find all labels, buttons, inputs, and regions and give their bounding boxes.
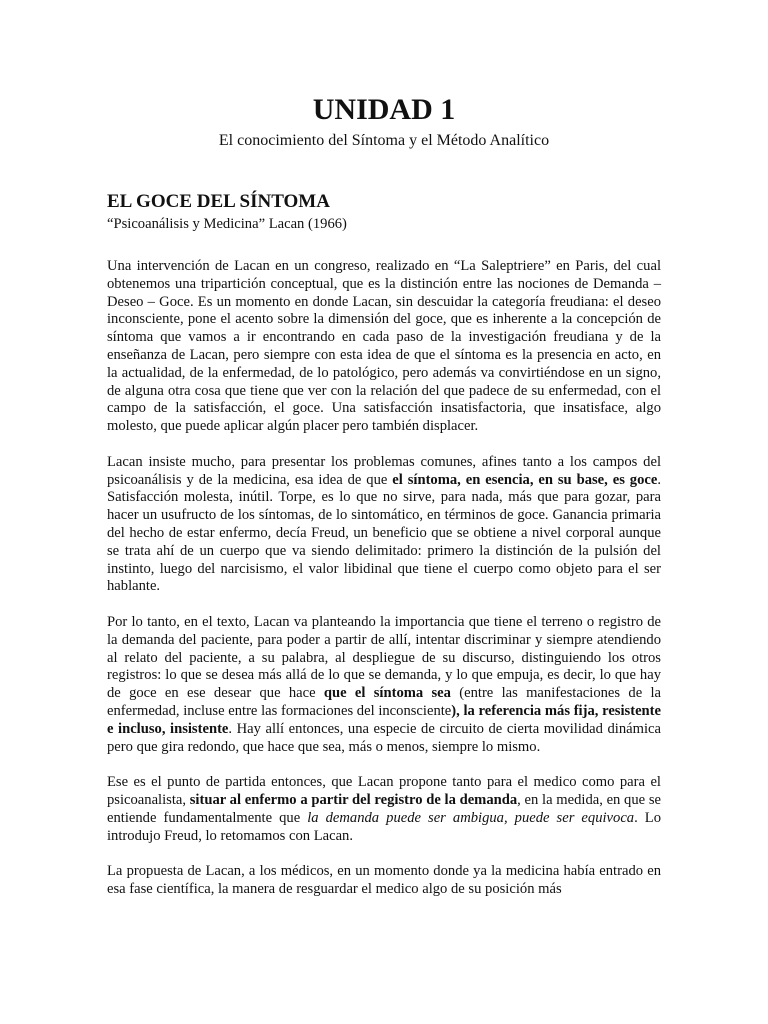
- paragraph-1: [107, 258, 661, 436]
- unit-title: UNIDAD 1: [312, 93, 456, 126]
- paragraph-3-text-a: Por lo tanto, en el texto, Lacan va planteando la importancia que tiene el terreno o registro de la demanda del paciente, para poder a partir de allí, intentar discriminar y siempre atendiendo al relato del paciente, a su palabra, al despliegue de su discurso, distinguiendo los otros registros: lo que se desea más allá de lo que se demanda, y lo que empuja, es decir, lo que hay de goce en ese desear que hace: [107, 613, 661, 702]
- paragraph-4-italic: la demanda puede ser ambigua, puede ser equivoca: [307, 809, 635, 826]
- paragraph-4-text-e: . Lo introdujo Freud, lo retomamos con Lacan.: [107, 809, 662, 844]
- paragraph-5: [107, 863, 661, 899]
- section-source: “Psicoanálisis y Medicina” Lacan (1966): [107, 216, 347, 232]
- paragraph-3-text-e: . Hay allí entonces, una especie de circuito de cierta movilidad dinámica pero que gira redondo, que hace que sea, más o menos, siempre lo mismo.: [107, 720, 661, 755]
- paragraph-3-text-c: (entre las manifestaciones de la enfermedad, incluse entre las formaciones del inconsciente: [107, 685, 661, 719]
- section-title: EL GOCE DEL SÍNTOMA: [107, 191, 330, 212]
- paragraph-5-text: La propuesta de Lacan, a los médicos, en un momento donde ya la medicina había entrado en esa fase científica, la manera de resguardar el medico algo de su posición más: [107, 863, 661, 897]
- paragraph-1-text: Una intervención de Lacan en un congreso, realizado en “La Saleptriere” en Paris, del cual obtenemos una tripartición conceptual, que es la distinción entre las nociones de Demanda – Deseo – Goce. Es un momento en donde Lacan, sin descuidar la categoría freudiana: el deseo inconsciente, pone el acento sobre la dimensión del goce, que es inherente a la concepción de síntoma que vamos a ir encontrando en cada paso de la investigación freudiana y de la enseñanza de Lacan, pero siempre con esta idea de que el síntoma es la presencia en acto, en la actualidad, de la enfermedad, de lo patológico, pero además va convirtiéndose en un signo, de alguna otra cosa que tiene que ver con la relación del que padece de su enfermedad, con el campo de la satisfacción, el goce. Una satisfacción insatisfactoria, que insatisface, algo molesto, que puede aplicar algún placer pero también displacer.: [107, 258, 661, 435]
- paragraph-4-text-c: , en la medida, en que se entiende fundamentalmente que: [107, 791, 661, 826]
- paragraph-3-bold-2: ), la referencia más fija, resistente e incluso, insistente: [107, 702, 662, 737]
- paragraph-4-text-a: Ese es el punto de partida entonces, que Lacan propone tanto para el medico como para el psicoanalista,: [107, 774, 661, 808]
- paragraph-2-text-a: Lacan insiste mucho, para presentar los problemas comunes, afines tanto a los campos del psicoanálisis y de la medicina, esa idea de que: [107, 453, 661, 488]
- paragraph-3: [107, 614, 661, 756]
- paragraph-4-bold: situar al enfermo a partir del registro de la demanda: [189, 791, 518, 808]
- paragraph-2: [107, 454, 661, 596]
- unit-subtitle: El conocimiento del Síntoma y el Método Analítico: [218, 132, 550, 149]
- paragraph-4: [107, 774, 661, 845]
- paragraph-2-text-c: . Satisfacción molesta, inútil. Torpe, es lo que no sirve, para nada, más que para gozar, para hacer un usufructo de los síntomas, de lo sintomático, en términos de goce. Ganancia primaria del hecho de estar enfermo, decía Freud, un beneficio que se obtiene a nivel corporal aunque se trata ahí de un cuerpo que va siendo delimitado: primero la distinción de la pulsión del instinto, luego del narcisismo, el valor libidinal que tiene el cuerpo como objeto para el ser hablante.: [107, 471, 661, 595]
- paragraph-3-bold-1: que el síntoma sea: [323, 685, 451, 702]
- paragraph-2-bold: el síntoma, en esencia, en su base, es goce: [392, 471, 658, 488]
